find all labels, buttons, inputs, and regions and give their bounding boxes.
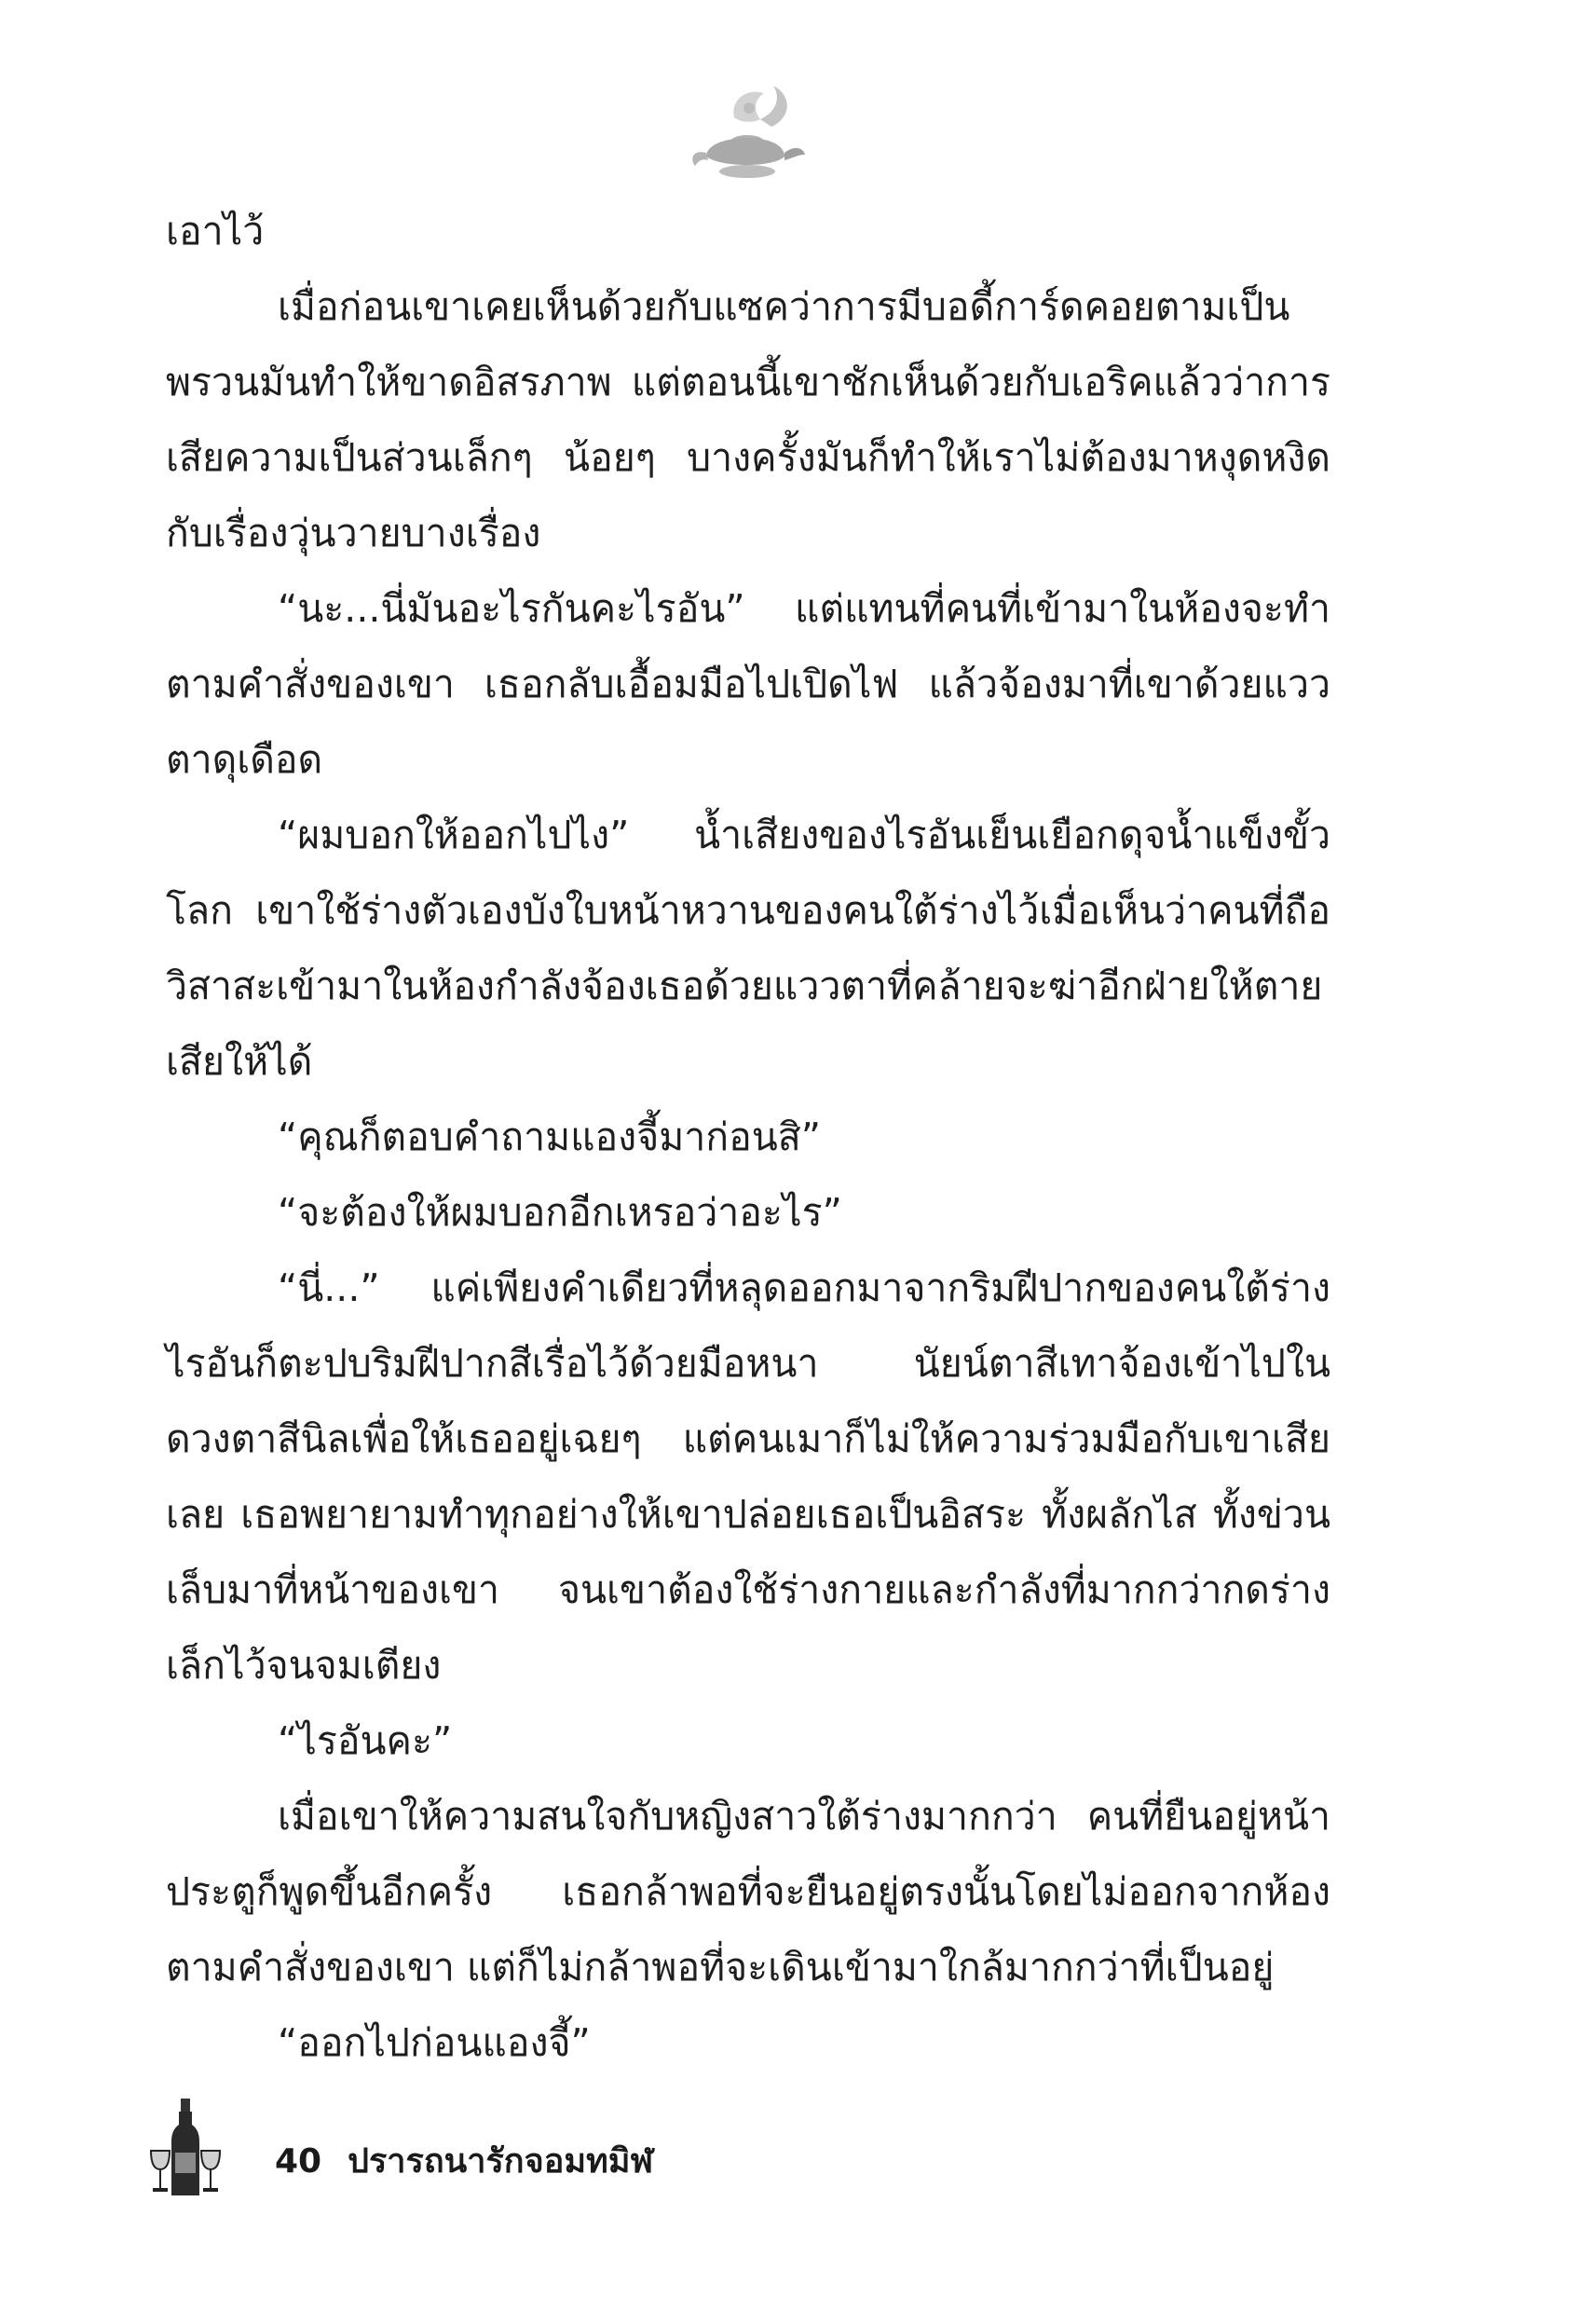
page-footer (149, 2097, 988, 2199)
footer-caption (275, 2134, 653, 2187)
paragraph: “จะต้องให้ผมบอกอีกเหรอว่าอะไร” (278, 1190, 842, 1235)
paragraph: “ออกไปก่อนแองจี้” (278, 2020, 591, 2065)
genie-lamp-icon (688, 80, 807, 198)
book-title: ปรารถนารักจอมทมิฬ (348, 2142, 654, 2181)
paragraph: “ไรอันคะ” (278, 1718, 453, 1763)
paragraph: “นะ...นี่มันอะไรกันคะไรอัน” แต่แทนที่คนที่เข้ามาในห้องจะทำตามคำสั่งของเขา เธอกลับเอื้อมมือไปเปิดไฟ แล้วจ้องมาที่เขาด้วยแววตาดุเดือด (166, 586, 1330, 782)
paragraph: “นี่...” แค่เพียงคำเดียวที่หลุดออกมาจากริมฝีปากของคนใต้ร่าง ไรอันก็ตะปบริมฝีปากสีเรื่อไว้ด้วยมือหนา นัยน์ตาสีเทาจ้องเข้าไปในดวงตาสีนิลเพื่อให้เธออยู่เฉยๆ แต่คนเมาก็ไม่ให้ความร่วมมือกับเขาเสียเลย เธอพยายามทำทุกอย่างให้เขาปล่อยเธอเป็นอิสระ ทั้งผลักไส ทั้งข่วนเล็บมาที่หน้าของเขา จนเขาต้องใช้ร่างกายและกำลังที่มากกว่ากดร่างเล็กไว้จนจมเตียง (166, 1265, 1330, 1688)
wine-bottle-glasses-icon (149, 2097, 224, 2199)
paragraph: “ผมบอกให้ออกไปไง” น้ำเสียงของไรอันเย็นเยือกดุจน้ำแข็งขั้วโลก เขาใช้ร่างตัวเองบังใบหน้าหวานของคนใต้ร่างไว้เมื่อเห็นว่าคนที่ถือวิสาสะเข้ามาในห้องกำลังจ้องเธอด้วยแววตาที่คล้ายจะฆ่าอีกฝ่ายให้ตายเสียให้ได้ (166, 813, 1330, 1084)
paragraph: เมื่อก่อนเขาเคยเห็นด้วยกับแซคว่าการมีบอดี้การ์ดคอยตามเป็นพรวนมันทำให้ขาดอิสรภาพ แต่ตอนนี้เขาชักเห็นด้วยกับเอริคแล้วว่าการเสียความเป็นส่วนเล็กๆ น้อยๆ บางครั้งมันก็ทำให้เราไม่ต้องมาหงุดหงิดกับเรื่องวุ่นวายบางเรื่อง (166, 284, 1330, 555)
paragraph: เอาไว้ (166, 209, 265, 253)
paragraph: เมื่อเขาให้ความสนใจกับหญิงสาวใต้ร่างมากกว่า คนที่ยืนอยู่หน้าประตูก็พูดขึ้นอีกครั้ง เธอกล้าพอที่จะยืนอยู่ตรงนั้นโดยไม่ออกจากห้องตามคำสั่งของเขา แต่ก็ไม่กล้าพอที่จะเดินเข้ามาใกล้มากกว่าที่เป็นอยู่ (166, 1794, 1330, 1990)
page-number: 40 (275, 2142, 322, 2181)
chapter-body (166, 194, 1330, 2081)
paragraph: “คุณก็ตอบคำถามแองจี้มาก่อนสิ” (278, 1114, 822, 1159)
